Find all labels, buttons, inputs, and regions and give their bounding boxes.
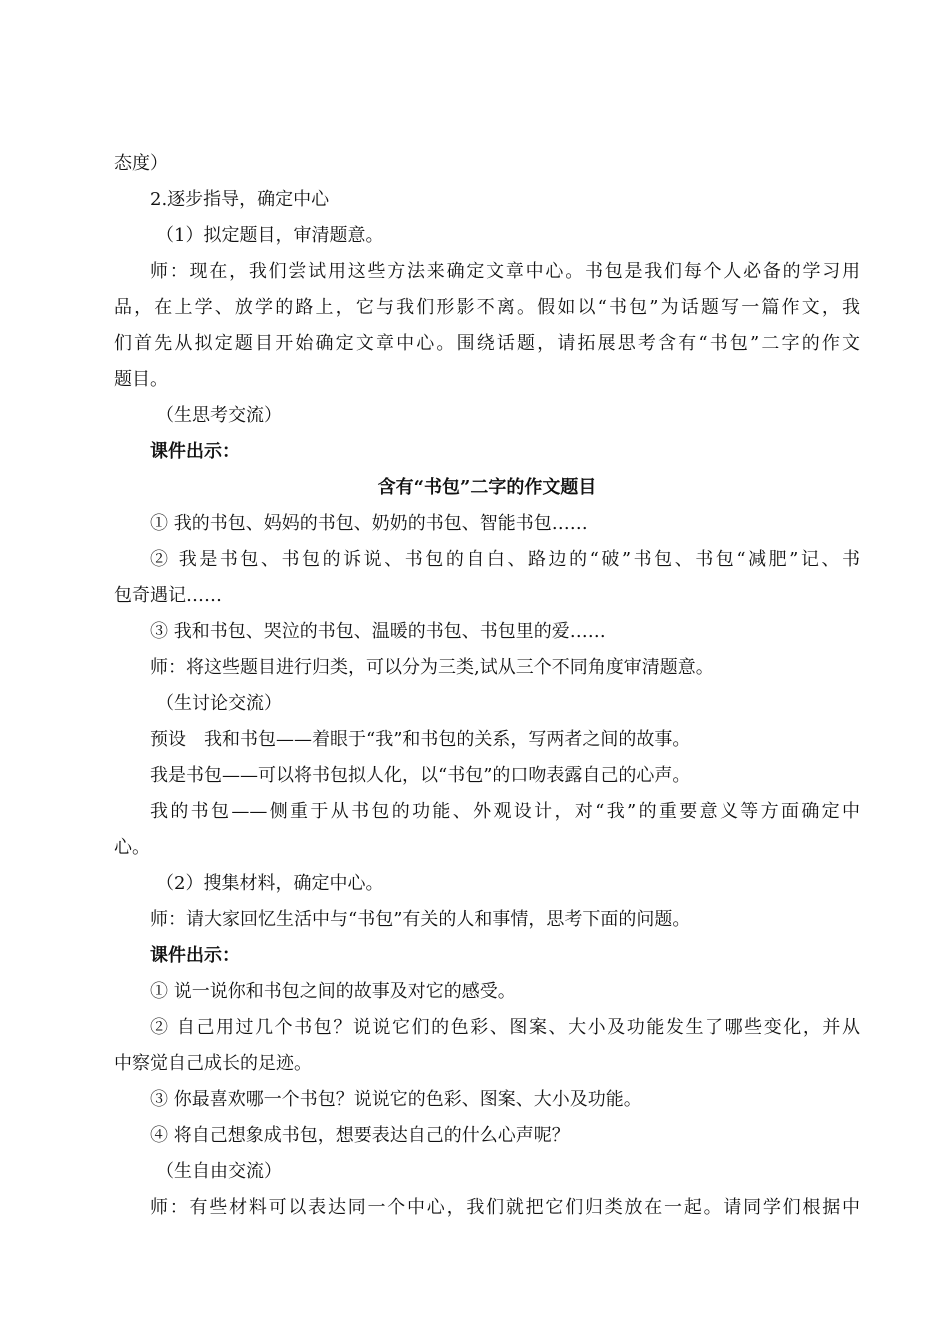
- list-item: ① 我的书包、妈妈的书包、奶奶的书包、智能书包……: [150, 513, 588, 534]
- paragraph-line: 我是书包——可以将书包拟人化，以“书包”的口吻表露自己的心声。: [150, 765, 691, 786]
- activity-note: （生讨论交流）: [156, 693, 282, 714]
- paragraph-line: 态度）: [114, 153, 168, 174]
- list-item: ③ 你最喜欢哪一个书包？说说它的色彩、图案、大小及功能。: [150, 1089, 642, 1110]
- list-item: ② 自己用过几个书包？说说它们的色彩、图案、大小及功能发生了哪些变化，并从: [150, 1017, 860, 1038]
- section-heading: 2.逐步指导，确定中心: [150, 189, 330, 210]
- paragraph-line: 师：有些材料可以表达同一个中心，我们就把它们归类放在一起。请同学们根据中: [150, 1197, 860, 1218]
- list-item: ① 说一说你和书包之间的故事及对它的感受。: [150, 981, 516, 1002]
- list-item: ④ 将自己想象成书包，想要表达自己的什么心声呢？: [150, 1125, 570, 1146]
- paragraph-line: 师：请大家回忆生活中与“书包”有关的人和事情，思考下面的问题。: [150, 909, 691, 930]
- paragraph-line: 题目。: [114, 369, 168, 390]
- paragraph-line: 心。: [114, 837, 150, 858]
- subsection-heading: （1）拟定题目，审清题意。: [156, 225, 384, 246]
- paragraph-line: 预设 我和书包——着眼于“我”和书包的关系，写两者之间的故事。: [150, 729, 691, 750]
- paragraph-line: 师：将这些题目进行归类，可以分为三类,试从三个不同角度审清题意。: [150, 657, 714, 678]
- courseware-title: 含有“书包”二字的作文题目: [377, 477, 597, 498]
- subsection-heading: （2）搜集材料，确定中心。: [156, 873, 384, 894]
- list-item: ② 我是书包、书包的诉说、书包的自白、路边的“破”书包、书包“减肥”记、书: [150, 549, 860, 570]
- paragraph-line: 们首先从拟定题目开始确定文章中心。围绕话题，请拓展思考含有“书包”二字的作文: [114, 333, 860, 354]
- activity-note: （生思考交流）: [156, 405, 282, 426]
- paragraph-line: 品，在上学、放学的路上，它与我们形影不离。假如以“书包”为话题写一篇作文，我: [114, 297, 860, 318]
- activity-note: （生自由交流）: [156, 1161, 282, 1182]
- paragraph-line: 我的书包——侧重于从书包的功能、外观设计，对“我”的重要意义等方面确定中: [150, 801, 860, 822]
- courseware-label: 课件出示：: [150, 441, 240, 462]
- paragraph-line: 师：现在，我们尝试用这些方法来确定文章中心。书包是我们每个人必备的学习用: [150, 261, 860, 282]
- list-item: ③ 我和书包、哭泣的书包、温暖的书包、书包里的爱……: [150, 621, 606, 642]
- courseware-label: 课件出示：: [150, 945, 240, 966]
- list-item-continuation: 包奇遇记……: [114, 585, 222, 606]
- list-item-continuation: 中察觉自己成长的足迹。: [114, 1053, 312, 1074]
